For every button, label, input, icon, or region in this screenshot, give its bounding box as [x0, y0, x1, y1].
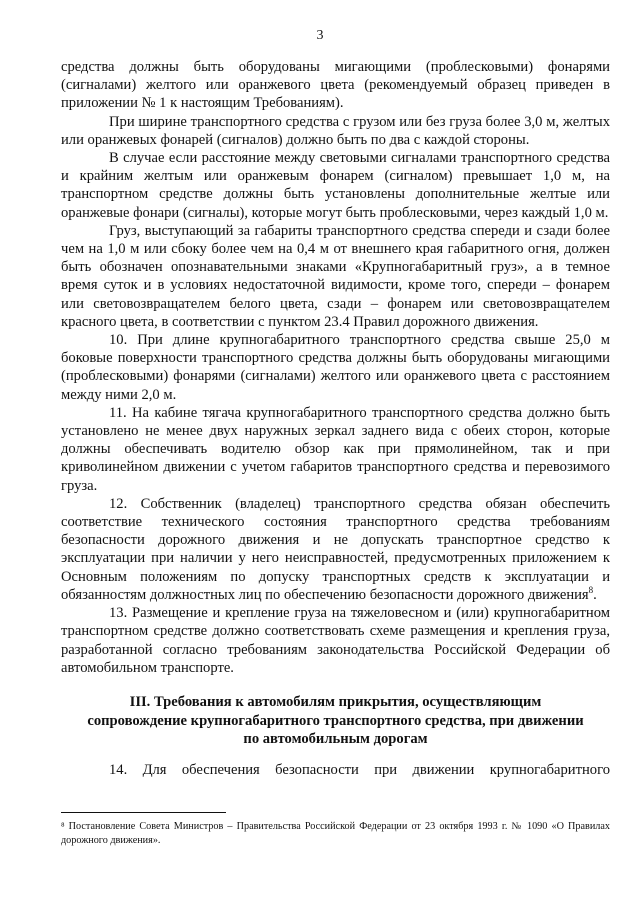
page-number: 3	[316, 28, 324, 43]
section-title	[61, 693, 610, 749]
paragraph-width-lights: При ширине транспортного средства с грузом или без груза более 3,0 м, желтых или оранжевых фонарей (сигналов) должно быть по два с каждой стороны.	[61, 113, 610, 148]
section-title-line-2: сопровождение крупногабаритного транспортного средства, при движении	[87, 712, 584, 729]
paragraph-continuation: средства должны быть оборудованы мигающими (проблесковыми) фонарями (сигналами) желтого или оранжевого цвета (рекомендуемый образец приведен в приложении № 1 к настоящим Требованиям).	[61, 59, 610, 112]
document-body	[61, 58, 610, 779]
section-title-line-1: III. Требования к автомобилям прикрытия, осуществляющим	[129, 693, 542, 710]
footnote-reference: 8	[588, 585, 594, 596]
paragraph-item-13: 13. Размещение и крепление груза на тяжеловесном и (или) крупногабаритном транспортном средстве должно соответствовать схеме размещения и крепления груза, разработанной согласно требованиям законодательства Российской Федерации об автомобильном транспорте.	[61, 605, 610, 676]
section-title-line-3: по автомобильным дорогам	[243, 731, 428, 748]
paragraph-overhanging-cargo: Груз, выступающий за габариты транспортного средства спереди и сзади более чем на 1,0 м или сбоку более чем на 0,4 м от внешнего края габаритного огня, должен быть обозначен опознавательными знаками «Крупногабаритный груз», а в темное время суток и в условиях недостаточной видимости, кроме того, спереди – фонарем или световозвращателем белого цвета, сзади – фонарем или световозвращателем красного цвета, в соответствии с пунктом 23.4 Правил дорожного движения.	[61, 222, 610, 330]
paragraph-item-10: 10. При длине крупногабаритного транспортного средства свыше 25,0 м боковые поверхности транспортного средства должны быть оборудованы мигающими (проблесковыми) фонарями (сигналами) желтого или оранжевого цвета с расстоянием между ними 2,0 м.	[61, 332, 610, 403]
paragraph-item-12: 12. Собственник (владелец) транспортного средства обязан обеспечить соответствие технического состояния транспортного средства требованиям безопасности дорожного движения и не допускать транспортное средство к эксплуатации при наличии у него неисправностей, предусмотренных приложением к Основным положениям по допуску транспортных средств к эксплуатации и обязанностям должностных лиц по обеспечению безопасности дорожного движения$^8$.	[61, 495, 610, 603]
footnote-divider	[61, 812, 226, 813]
paragraph-item-14: 14. Для обеспечения безопасности при движении крупногабаритного	[109, 761, 610, 778]
footnote-text: ⁸ Постановление Совета Министров – Правительства Российской Федерации от 23 октября 1993 г. № 1090 «О Правилах дорожного движения».	[61, 821, 610, 846]
paragraph-item-12-text: 12. Собственник (владелец) транспортного средства обязан обеспечить соответствие технического состояния транспортного средства требованиям безопасности дорожного движения и не допускать транспортное средство к эксплуатации при наличии у него неисправностей, предусмотренных приложением к Основным положениям по допуску транспортных средств к эксплуатации и обязанностям должностных лиц по обеспечению безопасности дорожного движения	[61, 495, 610, 603]
paragraph-extra-lights: В случае если расстояние между световыми сигналами транспортного средства и крайним желтым или оранжевым фонарем (сигналом) превышает 1,0 м, на транспортном средстве должны быть установлены дополнительные желтые или оранжевые фонари (сигналы), которые могут быть проблесковыми, через каждый 1,0 м.	[61, 150, 610, 221]
paragraph-item-11: 11. На кабине тягача крупногабаритного транспортного средства должно быть установлено не менее двух наружных зеркал заднего вида с обеих сторон, которые должны обеспечивать водителю обзор как при прямолинейном, так и при криволинейном движении с учетом габаритов транспортного средства и перевозимого груза.	[61, 404, 610, 494]
